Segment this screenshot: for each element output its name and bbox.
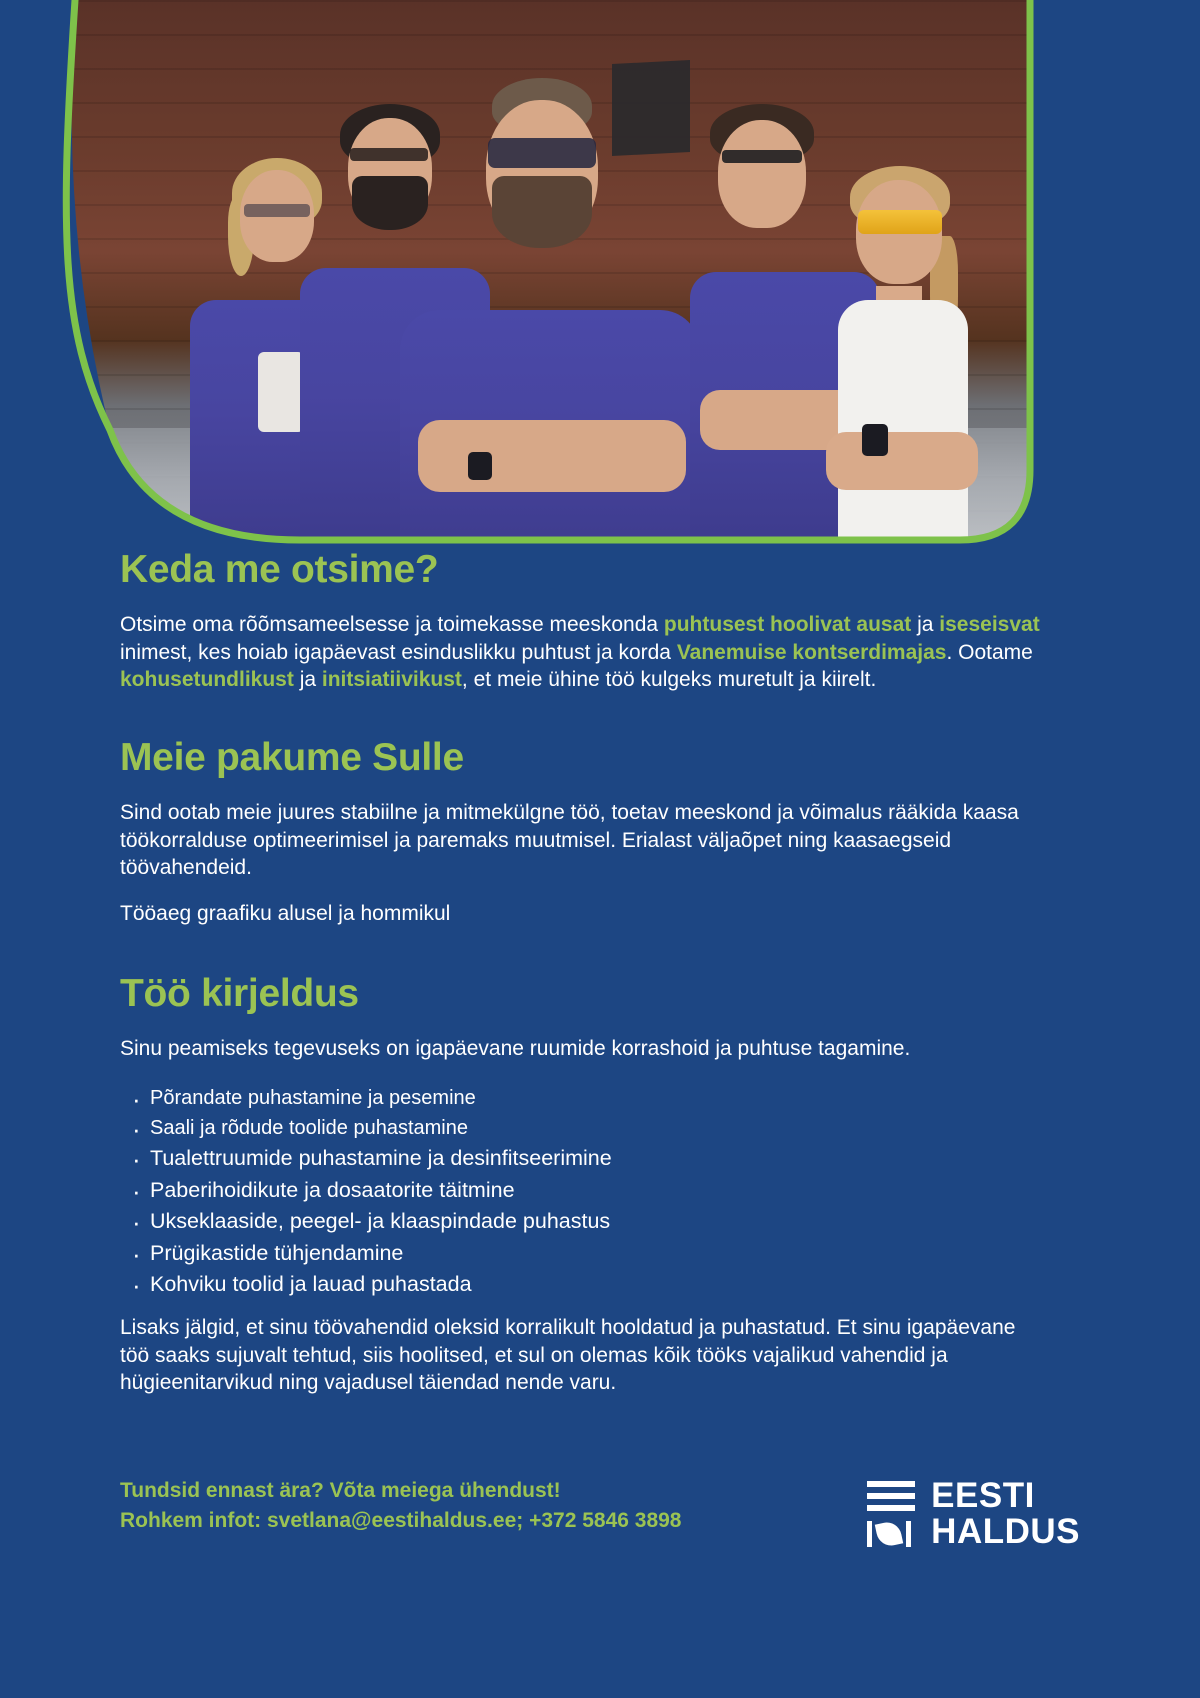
wall-vent [612,60,690,156]
list-item: · Paberihoidikute ja dosaatorite täitmine [128,1180,1050,1202]
paragraph-job-intro: Sinu peamiseks tegevuseks on igapäevane ruumide korrashoid ja puhtuse tagamine. [120,1036,911,1060]
list-item: · Prügikastide tühjendamine [128,1243,1050,1265]
logo-line-2: HALDUS [931,1511,1080,1551]
heading-who-we-seek: Keda me otsime? [120,548,439,591]
who-text-5: ja [293,668,322,692]
who-highlight-5: initsiatiivikust [321,668,462,692]
worker-5-wristwatch [862,424,888,456]
heading-job-description: Töö kirjeldus [120,971,359,1015]
worker-3-sunglasses [488,138,596,168]
list-item: · Tualettruumide puhastamine ja desinfitseerimine [128,1148,1050,1170]
worker-2-sunglasses [350,148,428,161]
who-highlight-4: kohusetundlikust [120,668,294,692]
logo-wordmark [931,1478,1080,1549]
worker-5-sunglasses [858,210,942,234]
list-item: · Kohviku toolid ja lauad puhastada [128,1274,1050,1296]
paragraph-closing: Lisaks jälgid, et sinu töövahendid oleksid korralikult hooldatud ja puhastatud. Et sinu igapäevane töö saaks sujuvalt tehtud, siis hoolitsed, et sul on olemas kõik tööks vajalikud vahendid ja hügieenitarvikud ning vajadusel täiendad nende varu. [120,1315,1016,1395]
list-item: · Ukseklaaside, peegel- ja klaaspindade puhastus [128,1211,1050,1233]
poster-footer [120,1476,1080,1549]
hero-photo [0,0,1038,548]
who-text-4: . Ootame [946,640,1033,664]
worker-1-sunglasses [244,204,310,217]
leaf-icon [875,1519,903,1547]
worker-3-beard [492,176,592,248]
contact-details-text[interactable]: Rohkem infot: svetlana@eestihaldus.ee; +372 5846 3898 [120,1509,682,1533]
worker-5-crossed-arms [826,432,978,490]
heading-we-offer: Meie pakume Sulle [120,736,464,779]
who-text-1: Otsime oma rõõmsameelsesse ja toimekasse meeskonda [120,612,664,636]
hero-photo-background [0,0,1038,548]
logo-leaf-icon [867,1521,919,1547]
logo-mark-icon [867,1481,919,1547]
worker-3-crossed-arms [418,420,686,492]
worker-4-sunglasses [722,150,802,163]
hero-photo-clip [0,0,1038,548]
worker-3-wristwatch [468,452,492,480]
who-highlight-1: puhtusest hoolivat ausat [663,612,912,636]
who-text-3: inimest, kes hoiab igapäevast esinduslikku puhtust ja korda [120,640,677,664]
eesti-haldus-logo [867,1478,1080,1549]
who-highlight-3: Vanemuise kontserdimajas [676,640,947,664]
paragraph-working-hours: Tööaeg graafiku alusel ja hommikul [120,902,451,925]
poster-content [120,540,1050,1397]
worker-1-inner-shirt [258,352,304,432]
list-item: · Saali ja rõdude toolide puhastamine [128,1118,1050,1138]
paragraph-we-offer: Sind ootab meie juures stabiilne ja mitmekülgne töö, toetav meeskond ja võimalus rääkida kaasa töökorralduse optimeerimisel ja paremaks muutmisel. Erialast väljaõpet ning kaasaegseid töövahendeid. [120,800,1019,880]
worker-5-white-top [838,300,968,548]
logo-bars-icon [867,1481,919,1511]
call-to-action-text: Tundsid ennast ära? Võta meiega ühendust! [120,1479,561,1502]
logo-leaf-bar-left [867,1521,872,1547]
paragraph-who-we-seek [120,611,1050,694]
worker-4-head [718,120,806,228]
task-list [120,1088,1050,1296]
logo-line-1: EESTI [931,1476,1035,1515]
list-item: · Põrandate puhastamine ja pesemine [128,1088,1050,1108]
worker-2-beard [352,176,428,230]
logo-leaf-bar-right [906,1521,911,1547]
who-highlight-2: iseseisvat [939,612,1040,636]
contact-block [120,1476,681,1537]
who-text-2: ja [911,612,940,636]
who-text-6: , et meie ühine töö kulgeks muretult ja kiirelt. [461,668,877,692]
